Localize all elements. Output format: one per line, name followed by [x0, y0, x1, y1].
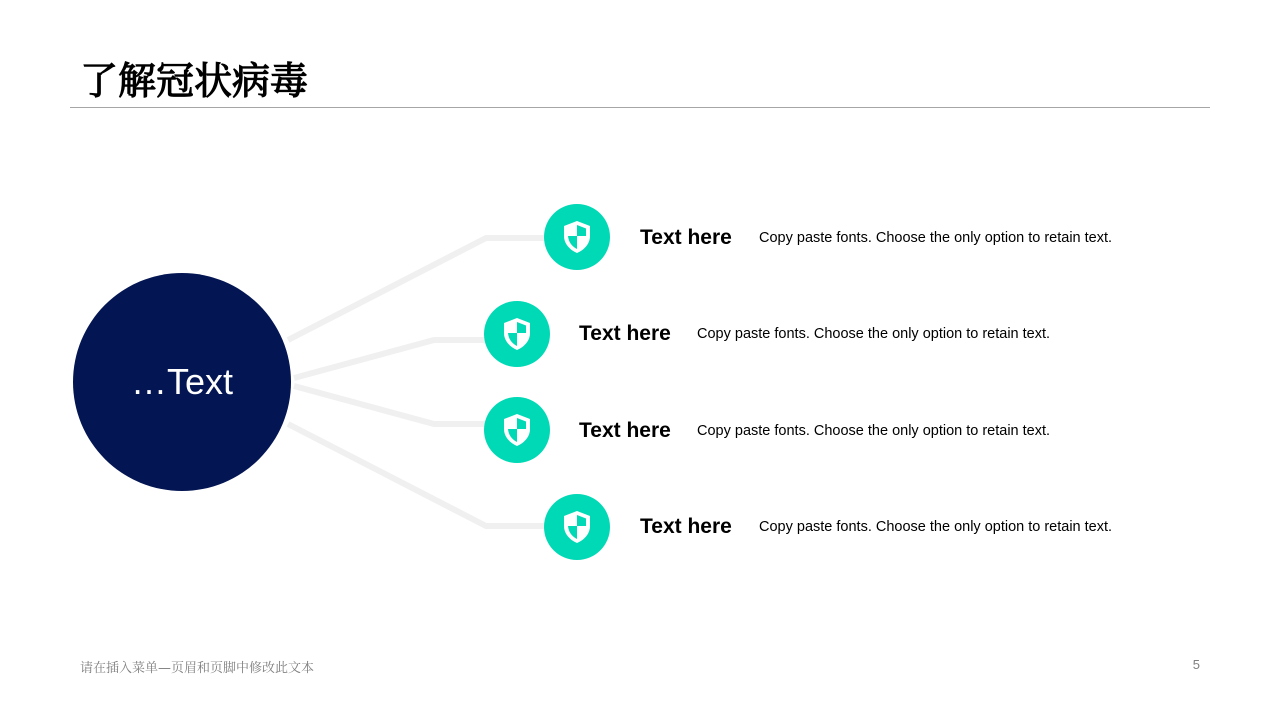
item-1-heading: Text here — [640, 226, 732, 249]
item-3-heading: Text here — [579, 419, 671, 442]
connector-line-2 — [294, 340, 488, 378]
item-2-description: Copy paste fonts. Choose the only option to retain text. — [697, 326, 1051, 342]
item-4-heading: Text here — [640, 515, 732, 538]
footer-text: 请在插入菜单—页眉和页脚中修改此文本 — [80, 661, 315, 676]
item-4-icon-badge — [544, 494, 610, 560]
item-4-description: Copy paste fonts. Choose the only option to retain text. — [759, 519, 1113, 535]
item-1-icon-badge — [544, 204, 610, 270]
item-1-description: Copy paste fonts. Choose the only option to retain text. — [759, 230, 1113, 246]
slide-title: 了解冠状病毒 — [80, 59, 309, 103]
page-number: 5 — [1192, 657, 1200, 672]
hub-circle — [73, 273, 291, 491]
shield-icon — [502, 317, 532, 351]
item-2-icon-badge — [484, 301, 550, 367]
item-3-description: Copy paste fonts. Choose the only option to retain text. — [697, 423, 1051, 439]
item-2-heading: Text here — [579, 322, 671, 345]
connector-line-3 — [294, 386, 488, 424]
hub-text: …Text — [130, 361, 234, 402]
shield-icon — [562, 220, 592, 254]
shield-icon — [502, 413, 532, 447]
shield-icon — [562, 510, 592, 544]
item-3-icon-badge — [484, 397, 550, 463]
